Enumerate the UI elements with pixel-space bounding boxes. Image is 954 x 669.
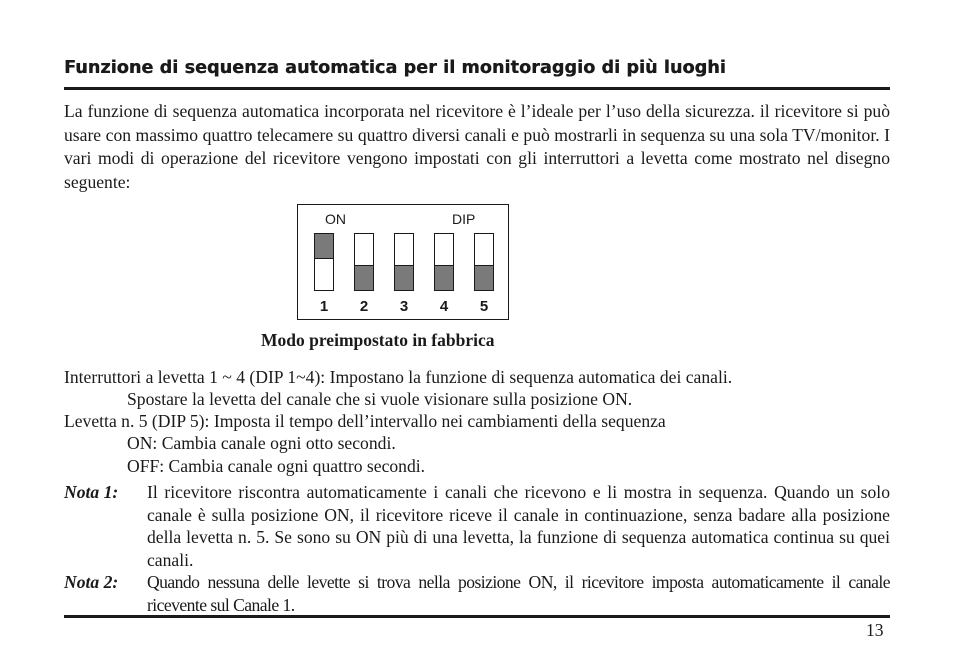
- switch-number-2: 2: [359, 298, 369, 315]
- dip-switch-3: [394, 233, 414, 291]
- switch-lever: [435, 265, 453, 290]
- note-1-label: Nota 1:: [64, 482, 119, 502]
- dip5-on-line: ON: Cambia canale ogni otto secondi.: [127, 433, 396, 453]
- dip14-line-1: Interruttori a levetta 1 ~ 4 (DIP 1~4): Impostano la funzione di sequenza automatica dei canali.: [64, 367, 733, 387]
- dip5-off-line: OFF: Cambia canale ogni quattro secondi.: [127, 456, 426, 476]
- dip-switch-1: [314, 233, 334, 291]
- note-2-text: Quando nessuna delle levette si trova nella posizione ON, il ricevitore imposta automaticamente il canale ricevente sul Canale 1.: [147, 572, 890, 615]
- intro-paragraph: La funzione di sequenza automatica incorporata nel ricevitore è l’ideale per l’uso della sicurezza. il ricevitore si può usare con massimo quattro telecamere su quattro diversi canali e può mostrarli in sequenza su una sola TV/monitor. I vari modi di operazione del ricevitore vengono impostati con gli interruttori a levetta come mostrato nel disegno seguente:: [64, 101, 890, 192]
- dip-switch-diagram: [297, 204, 509, 320]
- diagram-caption: Modo preimpostato in fabbrica: [261, 330, 495, 350]
- switch-lever: [355, 265, 373, 290]
- switch-lever: [395, 265, 413, 290]
- section-heading: Funzione di sequenza automatica per il monitoraggio di più luoghi: [64, 58, 726, 78]
- note-2-label: Nota 2:: [64, 572, 119, 592]
- dip-switch-2: [354, 233, 374, 291]
- dip5-line-1: Levetta n. 5 (DIP 5): Imposta il tempo dell’intervallo nei cambiamenti della sequenza: [64, 411, 666, 431]
- dip-on-label: ON: [325, 211, 346, 227]
- dip-switch-5: [474, 233, 494, 291]
- top-rule: [64, 87, 890, 90]
- switch-number-1: 1: [319, 298, 329, 315]
- switch-lever: [475, 265, 493, 290]
- switch-number-5: 5: [479, 298, 489, 315]
- page-number: 13: [866, 620, 884, 640]
- dip14-line-2: Spostare la levetta del canale che si vuole visionare sulla posizione ON.: [127, 389, 633, 409]
- switch-lever: [315, 234, 333, 259]
- dip-switch-4: [434, 233, 454, 291]
- bottom-rule: [64, 615, 890, 618]
- switch-number-4: 4: [439, 298, 449, 315]
- switch-number-3: 3: [399, 298, 409, 315]
- note-1-text: Il ricevitore riscontra automaticamente i canali che ricevono e li mostra in sequenza. Quando un solo canale è sulla posizione ON, il ricevitore riceve il canale in continuazione, senza badare alla posizione della levetta n. 5. Se sono su ON più di una levetta, la funzione di sequenza automatica continua su quei canali.: [147, 482, 890, 570]
- dip-label: DIP: [452, 211, 476, 227]
